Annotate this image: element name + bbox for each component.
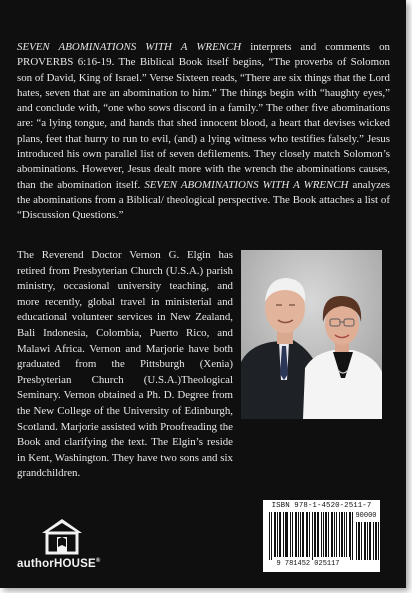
barcode-bar xyxy=(292,512,293,557)
addon-bar xyxy=(364,522,365,560)
barcode-bar xyxy=(339,512,340,557)
addon-bar xyxy=(365,522,366,560)
barcode-bar xyxy=(295,512,296,557)
barcode-bar xyxy=(286,512,287,557)
publisher-name-text: authorHOUSE xyxy=(17,558,96,570)
addon-bar xyxy=(376,522,377,560)
barcode-bar xyxy=(307,512,308,557)
barcode-bar xyxy=(344,512,345,557)
barcode-addon: 90000 xyxy=(355,512,377,520)
barcode-bar xyxy=(280,512,281,557)
barcode-bar xyxy=(321,512,322,557)
barcode-bar xyxy=(314,512,315,557)
barcode-bar xyxy=(287,512,288,557)
description-text-1: interprets and comments on PROVERBS 6:16-19. The Biblical Book itself begins, “The proverbs of Solomon son of David, King of Israel.” Verse Sixteen reads, “There are six things that the Lord hates, seven that are an abomination to him.” The things begin with “haughty eyes,” and conclude with, “one who sows discord in a family.” The other five abominations are: “a lying tongue, and hands that shed innocent blood, a heart that devises wicked plans, feet that hurry to run to evil, (and) a lying witness who testifies falsely.” Jesus introduced his own parallel list of seven defilements. They closely match Solomon’s abominations. However, Jesus dealt more with the wrench the abominations causes, than the abomination itself. xyxy=(17,41,390,191)
barcode-bar xyxy=(323,512,324,557)
author-bio: The Reverend Doctor Vernon G. Elgin has retired from Presbyterian Church (U.S.A.) parish ministry, occasional university teaching, and more recently, global travel in ministerial and educational volunteer services in New Zealand, Bali Indonesia, Colombia, Puerto Rico, and Malawi Africa. Vernon and Marjorie have both graduated from the Pittsburgh (Xenia) Presbyterian Church (U.S.A.)Theological Seminary. Vernon obtained a Ph. D. Degree from the New College of the University of Edinburgh, Scotland. Marjorie assisted with Proofreading the Book and clarifying the text. The Elgin’s reside in Kent, Washington. They have two sons and six grandchildren. xyxy=(17,249,233,480)
barcode-bar xyxy=(331,512,332,557)
addon-bar xyxy=(375,522,376,560)
barcode-bar xyxy=(315,512,316,557)
barcode-bar xyxy=(318,512,319,557)
addon-bar xyxy=(369,522,370,560)
barcode-bar xyxy=(296,512,297,557)
barcode-bar xyxy=(346,512,347,557)
barcode-bar xyxy=(279,512,280,557)
barcode-bar xyxy=(269,512,270,560)
barcode-bar xyxy=(328,512,329,557)
barcode-bar xyxy=(332,512,333,557)
addon-bar xyxy=(370,522,371,560)
isbn-label: ISBN 978-1-4520-2511-7 xyxy=(271,502,372,510)
barcode-bar xyxy=(302,512,303,557)
barcode-bar xyxy=(341,512,342,557)
addon-bar xyxy=(378,522,379,560)
barcode-bar xyxy=(317,512,318,557)
barcode-bar xyxy=(309,512,310,557)
author-photo xyxy=(241,250,382,419)
barcode-digits: 9 781452 025117 xyxy=(276,560,340,568)
house-book-icon xyxy=(40,517,84,555)
publisher-logo xyxy=(17,517,107,575)
barcode-bar xyxy=(334,512,335,557)
barcode-bar xyxy=(325,512,326,557)
book-description xyxy=(17,40,390,224)
barcode-bar xyxy=(312,512,313,560)
barcode-bar xyxy=(283,512,284,557)
addon-bar xyxy=(367,522,368,560)
isbn-barcode xyxy=(263,500,380,572)
barcode-bar xyxy=(349,512,350,557)
barcode-bar xyxy=(298,512,299,557)
book-title-italic: SEVEN ABOMINATIONS WITH A WRENCH xyxy=(17,41,242,53)
description-text-2: analyzes the abominations from a Biblical/ theological perspective. The Book attaches a list of “Discussion Questions.” xyxy=(17,178,390,222)
barcode-bar xyxy=(342,512,343,557)
barcode-bar xyxy=(326,512,327,557)
barcode-bar xyxy=(350,512,351,560)
book-title-italic-2: SEVEN ABOMINATIONS WITH A WRENCH xyxy=(144,178,349,191)
addon-bar xyxy=(359,522,360,560)
barcode-bar xyxy=(303,512,304,557)
addon-bar xyxy=(361,522,362,560)
publisher-name xyxy=(17,558,101,570)
barcode-bar xyxy=(275,512,276,557)
addon-bar xyxy=(373,522,374,560)
barcode-bar xyxy=(277,512,278,557)
barcode-bar xyxy=(285,512,286,557)
barcode-bar xyxy=(306,512,307,557)
addon-bar xyxy=(358,522,359,560)
barcode-bar xyxy=(271,512,272,560)
barcode-bar xyxy=(290,512,291,557)
registered-mark: ® xyxy=(95,558,101,565)
addon-bar xyxy=(356,522,357,560)
barcode-bar xyxy=(336,512,337,557)
barcode-bar xyxy=(274,512,275,557)
barcode-bar xyxy=(300,512,301,557)
